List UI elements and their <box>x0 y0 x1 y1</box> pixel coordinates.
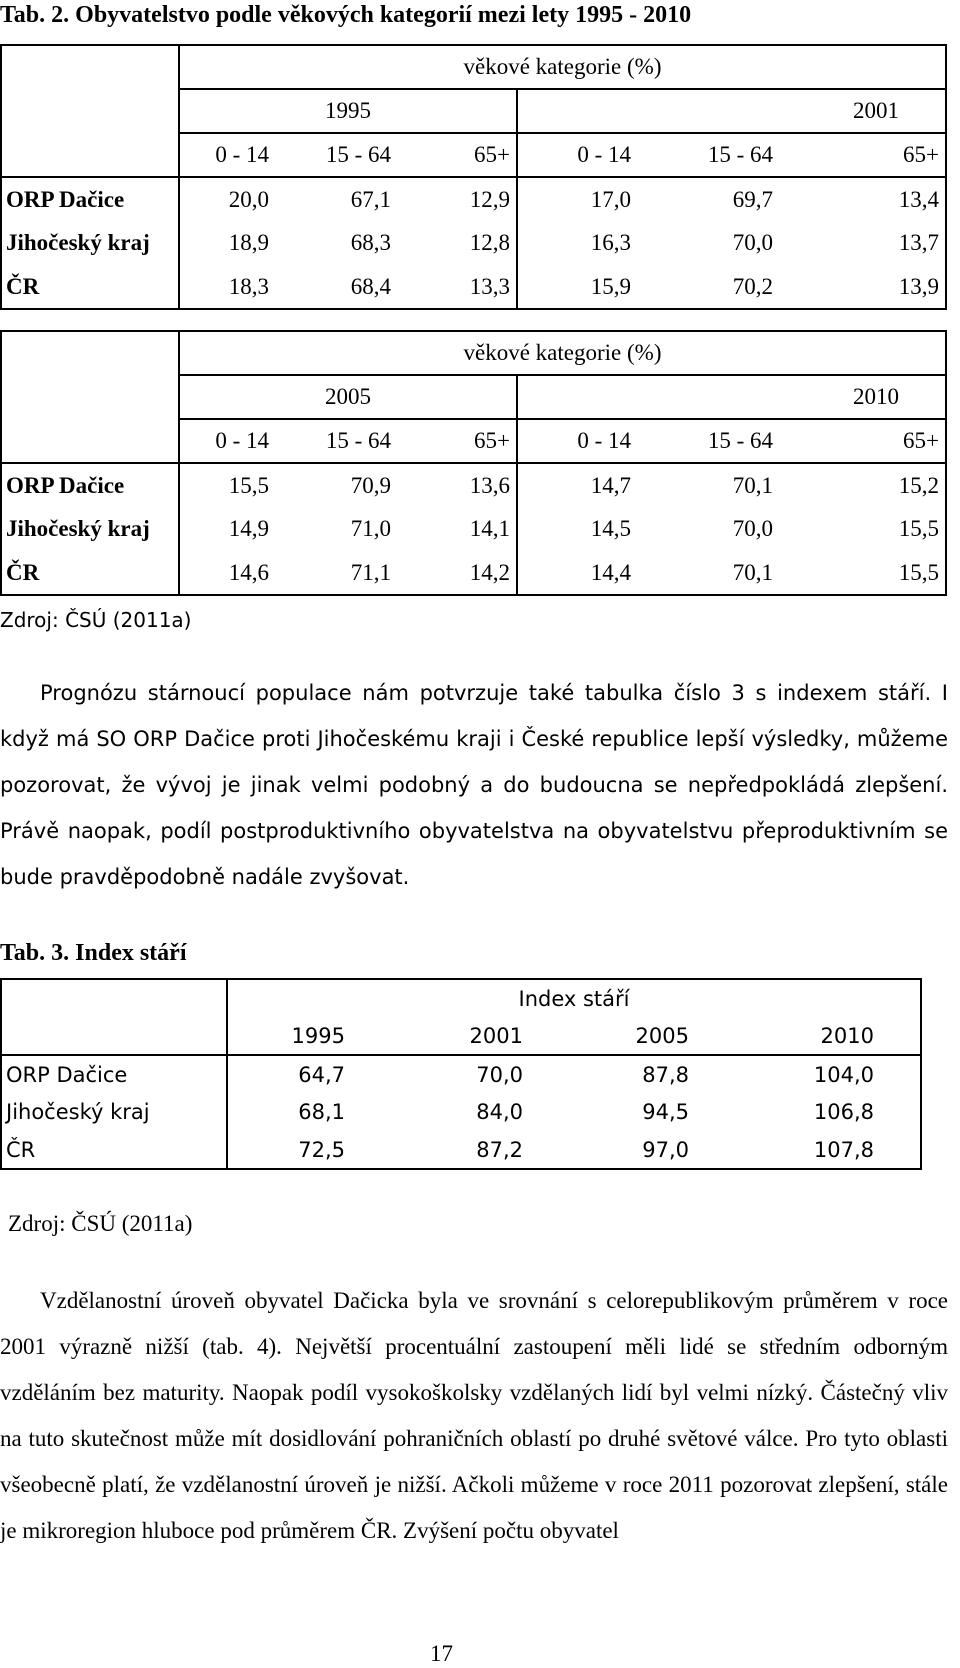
table-cell: 13,7 <box>898 230 939 255</box>
table-cell: 64,7 <box>227 1055 391 1093</box>
table-cell: 70,0 <box>732 230 773 255</box>
paragraph-text: Vzdělanostní úroveň obyvatel Dačicka byla ve srovnání s celorepublikovým průměrem v roce 2001 výrazně nižší (tab. 4). Největší procentuální zastoupení měli lidé se středním odborným vzděláním bez maturity. Naopak podíl vysokoškolsky vzdělaných lidí byl velmi nízký. Částečný vliv na tuto skutečnost může mít dosidlování pohraničních oblastí po druhé světové válce. Pro tyto oblasti všeobecně platí, že vzdělanostní úroveň je nižší. Ačkoli můžeme v roce 2011 pozorovat zlepšení, stále je mikroregion hluboce pod průměrem ČR. Zvýšení počtu obyvatel <box>0 1288 948 1543</box>
age-table-1995-2001 <box>0 44 947 310</box>
table-cell: 70,2 <box>637 265 779 309</box>
table-row <box>1 463 946 507</box>
aging-index-table <box>0 978 922 1170</box>
table-corner <box>1 331 179 463</box>
table-cell: 18,9 <box>228 230 269 255</box>
row-label: ORP Dačice <box>1 463 179 507</box>
table-cell: 71,1 <box>275 551 397 595</box>
year-header: 2005 <box>635 1023 689 1048</box>
table-cell: 70,9 <box>275 463 397 507</box>
table-cell: 70,1 <box>637 551 779 595</box>
table-cell: 71,0 <box>350 516 391 541</box>
table-cell: 13,6 <box>397 463 517 507</box>
table2-caption: Tab. 2. Obyvatelstvo podle věkových kategorií mezi lety 1995 - 2010 <box>0 2 692 28</box>
table-cell: 69,7 <box>637 177 779 221</box>
table-row <box>1 1131 921 1169</box>
group-header: věkové kategorie (%) <box>463 340 662 365</box>
table-cell: 13,3 <box>397 265 517 309</box>
table-cell: 14,6 <box>179 551 275 595</box>
age-header: 0 - 14 <box>179 133 275 177</box>
table-cell: 15,9 <box>517 265 637 309</box>
table-cell: 16,3 <box>517 221 637 265</box>
age-header: 0 - 14 <box>179 419 275 463</box>
table-row <box>1 265 946 309</box>
table-cell: 67,1 <box>275 177 397 221</box>
table-cell: 104,0 <box>735 1055 921 1093</box>
table-row <box>1 221 946 265</box>
table-cell: 70,0 <box>391 1055 569 1093</box>
table-cell: 15,2 <box>779 463 946 507</box>
table-row <box>1 551 946 595</box>
age-header: 15 - 64 <box>275 133 397 177</box>
age-table-2005-2010 <box>0 330 947 596</box>
age-header: 15 - 64 <box>637 133 779 177</box>
year-header: 1995 <box>179 89 517 133</box>
table-cell: 15,5 <box>898 516 939 541</box>
year-header: 2001 <box>469 1023 523 1048</box>
table-cell: 15,5 <box>179 463 275 507</box>
table-cell: 15,5 <box>779 551 946 595</box>
paragraph-aging-prognosis <box>0 670 948 900</box>
group-header: věkové kategorie (%) <box>463 54 662 79</box>
table-cell: 106,8 <box>813 1100 874 1124</box>
age-header: 65+ <box>397 133 517 177</box>
table2-source: Zdroj: ČSÚ (2011a) <box>0 608 192 632</box>
age-header: 15 - 64 <box>637 419 779 463</box>
table-cell: 14,1 <box>469 516 510 541</box>
table-cell: 84,0 <box>476 1100 523 1124</box>
table-row <box>1 1093 921 1131</box>
row-label: Jihočeský kraj <box>1 1093 227 1131</box>
table-row <box>1 1055 921 1093</box>
table-cell: 107,8 <box>813 1137 874 1162</box>
table-cell: 94,5 <box>642 1100 689 1124</box>
table-cell: 14,4 <box>517 551 637 595</box>
table-cell: 14,9 <box>228 516 269 541</box>
year-header: 2001 <box>517 89 946 133</box>
table-cell: 12,9 <box>397 177 517 221</box>
row-label: ORP Dačice <box>1 1055 227 1093</box>
age-header: 15 - 64 <box>275 419 397 463</box>
table-cell: 87,2 <box>476 1137 523 1162</box>
paragraph-education <box>0 1278 948 1554</box>
year-header: 1995 <box>291 1023 345 1048</box>
table-cell: 72,5 <box>298 1137 345 1162</box>
year-header: 2005 <box>179 375 517 419</box>
table-row <box>1 177 946 221</box>
table-cell: 97,0 <box>642 1137 689 1162</box>
row-label: ORP Dačice <box>1 177 179 221</box>
age-header: 0 - 14 <box>517 133 637 177</box>
table-cell: 17,0 <box>517 177 637 221</box>
table-corner <box>1 979 227 1055</box>
table-cell: 12,8 <box>469 230 510 255</box>
year-header: 2010 <box>820 1023 874 1048</box>
page-number: 17 <box>430 1641 453 1666</box>
row-label: Jihočeský kraj <box>1 221 179 265</box>
age-header: 65+ <box>397 419 517 463</box>
table-cell: 18,3 <box>179 265 275 309</box>
table-cell: 14,2 <box>397 551 517 595</box>
table-cell: 68,1 <box>298 1100 345 1124</box>
table-cell: 20,0 <box>179 177 275 221</box>
table-cell: 87,8 <box>569 1055 735 1093</box>
table-cell: 13,4 <box>779 177 946 221</box>
table-cell: 70,1 <box>637 463 779 507</box>
table3-caption: Tab. 3. Index stáří <box>0 940 187 966</box>
table-cell: 14,5 <box>517 507 637 551</box>
table-row <box>1 507 946 551</box>
table3-source: Zdroj: ČSÚ (2011a) <box>8 1211 193 1236</box>
table-corner <box>1 45 179 177</box>
age-header: 0 - 14 <box>517 419 637 463</box>
table-cell: 13,9 <box>779 265 946 309</box>
table-header-row <box>1 979 921 1017</box>
table-cell: 68,3 <box>350 230 391 255</box>
row-label: ČR <box>1 265 179 309</box>
row-label: Jihočeský kraj <box>1 507 179 551</box>
table-cell: 68,4 <box>275 265 397 309</box>
table-cell: 70,0 <box>732 516 773 541</box>
row-label: ČR <box>1 1131 227 1169</box>
group-header: Index stáří <box>518 986 630 1011</box>
paragraph-text: Prognózu stárnoucí populace nám potvrzuje také tabulka číslo 3 s indexem stáří. I když má SO ORP Dačice proti Jihočeskému kraji i České republice lepší výsledky, můžeme pozorovat, že vývoj je jinak velmi podobný a do budoucna se nepředpokládá zlepšení. Právě naopak, podíl postproduktivního obyvatelstva na obyvatelstvu přeproduktivním se bude pravděpodobně nadále zvyšovat. <box>0 681 948 889</box>
table-cell: 14,7 <box>517 463 637 507</box>
table-header-row <box>1 331 946 375</box>
age-header: 65+ <box>779 133 946 177</box>
year-header: 2010 <box>517 375 946 419</box>
row-label: ČR <box>1 551 179 595</box>
table-header-row <box>1 45 946 89</box>
age-header: 65+ <box>779 419 946 463</box>
